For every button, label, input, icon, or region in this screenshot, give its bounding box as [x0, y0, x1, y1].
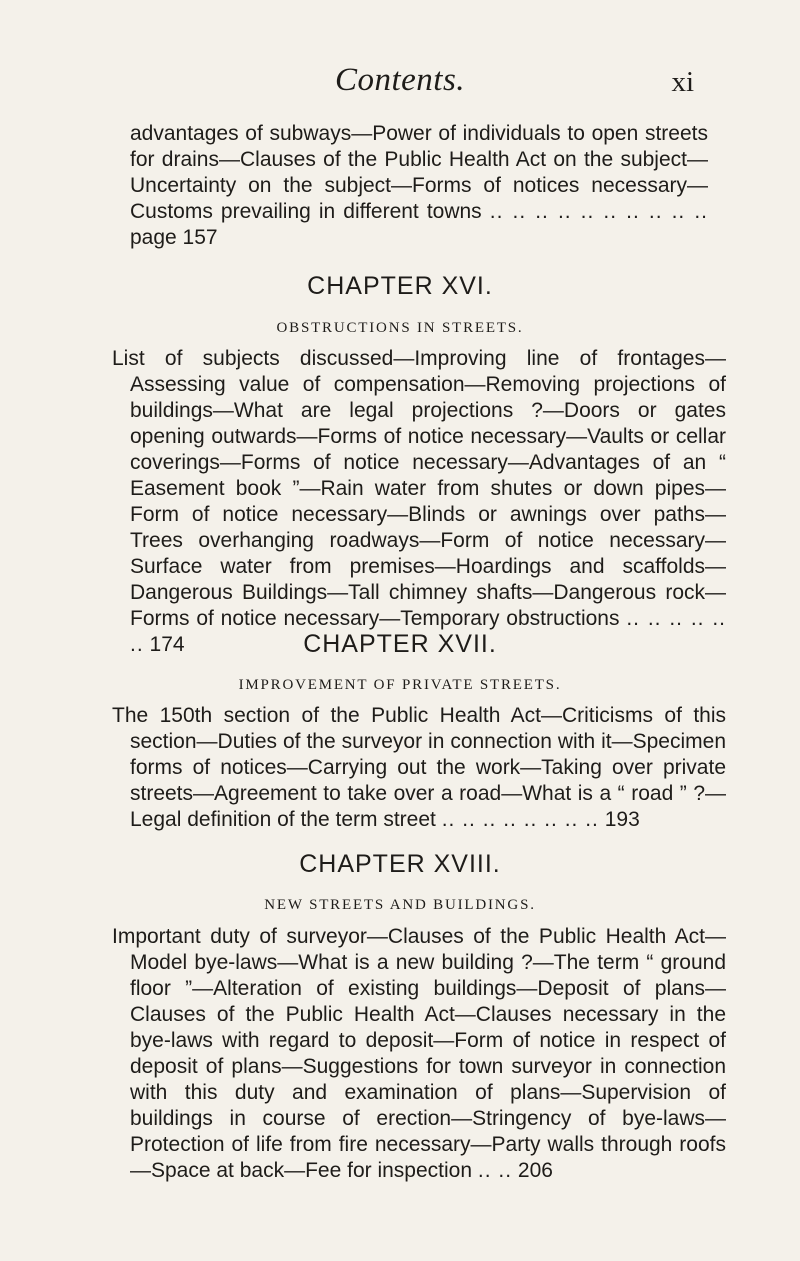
entry-text: Important duty of surveyor—Clauses of the Public Health Act—Model bye-laws—What is a new building ?—The term “ ground floor ”—Alteration of existing buildings—Deposit of plans—Clauses of the Public Health Act—Clauses necessary in the bye-laws with regard to deposit—Form of notice in respect of deposit of plans—Suggestions for town surveyor in connection with this duty and examination of plans—Supervision of buildings in course of erection—Stringency of bye-laws—Protection of life from fire necessary—Party walls through roofs—Space at back—Fee for inspection: [112, 925, 726, 1182]
dot-leader: .. ..: [477, 1159, 513, 1182]
chapter-heading: CHAPTER XVII.: [303, 630, 497, 658]
entry-page: 206: [517, 1159, 553, 1182]
dot-leader: .. .. .. .. .. .. .. .. .. ..: [489, 200, 708, 223]
entry-text: advantages of subways—Power of individuals to open streets for drains—Clauses of the Public Health Act on the subject—Uncertainty on the subject—Forms of notices necessary—Customs prevailing in different towns: [130, 122, 708, 223]
chapter-subtitle: NEW STREETS AND BUILDINGS.: [264, 897, 536, 913]
running-head-title: Contents.: [334, 62, 466, 98]
entry-page: page 157: [130, 226, 218, 249]
entry-page: 174: [149, 633, 185, 656]
entry-page: 193: [604, 808, 640, 831]
chapter-subtitle: OBSTRUCTIONS IN STREETS.: [276, 320, 524, 336]
chapter-entry: [112, 346, 726, 658]
dot-leader: .. .. .. .. .. .. .. ..: [441, 808, 599, 831]
dot-leader: .. .. .. .. .. ..: [130, 607, 727, 656]
chapter-heading: CHAPTER XVIII.: [299, 850, 501, 878]
chapter-heading: CHAPTER XVI.: [307, 272, 493, 300]
chapter-subtitle: IMPROVEMENT OF PRIVATE STREETS.: [238, 677, 562, 693]
chapter-entry: [112, 924, 726, 1184]
intro-entry: [130, 121, 708, 251]
entry-text: List of subjects discussed—Improving line of frontages—Assessing value of compensation—Removing projections of buildings—What are legal projections ?—Doors or gates opening outwards—Forms of notice necessary—Vaults or cellar coverings—Forms of notice necessary—Advantages of an “ Easement book ”—Rain water from shutes or down pipes—Form of notice necessary—Blinds or awnings over paths—Trees overhanging roadways—Form of notice necessary—Surface water from premises—Hoardings and scaffolds—Dangerous Buildings—Tall chimney shafts—Dangerous rock—Forms of notice necessary—Temporary obstructions: [112, 347, 726, 630]
entry-text: The 150th section of the Public Health Act—Criticisms of this section—Duties of the surveyor in connection with it—Specimen forms of notices—Carrying out the work—Taking over private streets—Agreement to take over a road—What is a “ road ” ?—Legal definition of the term street: [112, 704, 726, 831]
running-head: [0, 62, 800, 106]
page-number: xi: [671, 66, 694, 98]
chapter-entry: [112, 703, 726, 833]
